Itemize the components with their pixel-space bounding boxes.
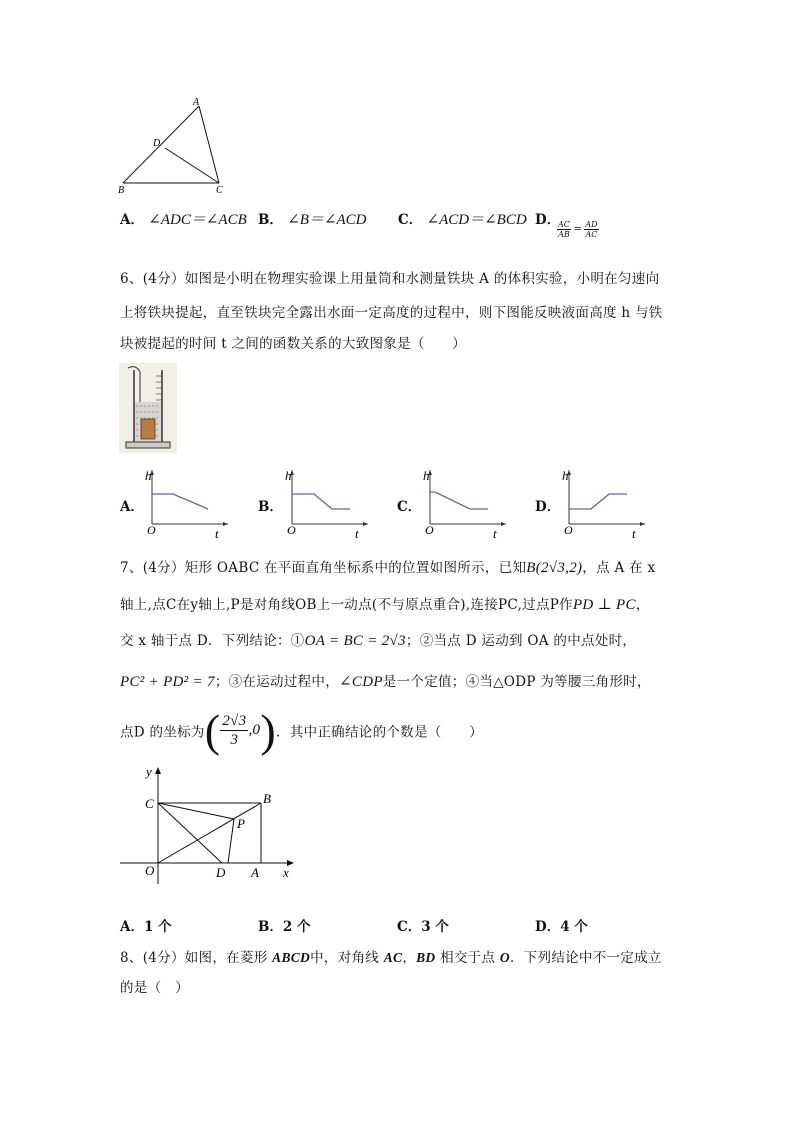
q5-option-c-label: C． bbox=[398, 212, 423, 228]
q8-bd: BD bbox=[416, 950, 436, 965]
q5-option-b-text: ∠B＝∠ACD bbox=[287, 212, 367, 228]
q7-line-5-a: 点D 的坐标为 bbox=[120, 724, 205, 741]
q6-graph-a-t: t bbox=[215, 526, 219, 541]
q6-graph-d-t: t bbox=[632, 526, 636, 541]
q7-label-o: O bbox=[145, 863, 155, 878]
q5-option-c-text: ∠ACD＝∠BCD bbox=[426, 212, 527, 228]
q8-line-2: 的是（ ） bbox=[120, 980, 189, 996]
q5-d-num2: AD bbox=[585, 220, 598, 229]
q7-line-2 bbox=[120, 593, 650, 614]
q7-label-d: D bbox=[216, 865, 226, 880]
q8-line-1-d: 相交于点 bbox=[440, 950, 496, 966]
q6-graph-d-o: O bbox=[564, 523, 573, 537]
q6-graph-c-o: O bbox=[425, 523, 434, 537]
q6-option-d-label: D． bbox=[535, 499, 561, 515]
q5-label-a: A bbox=[193, 97, 200, 108]
q7-line-3 bbox=[120, 629, 636, 650]
q7-option-c[interactable]: C．3 个 bbox=[397, 919, 449, 935]
q7-line-3-math: OA = BC = 2√3 bbox=[304, 633, 406, 649]
q7-line-5-b: ．其中正确结论的个数是（ ） bbox=[275, 724, 483, 741]
q6-graph-d bbox=[557, 462, 647, 542]
q7-line-5-num: 2√3 bbox=[222, 713, 247, 729]
q7-option-d[interactable]: D．4 个 bbox=[535, 919, 588, 935]
q5-d-eq: = bbox=[573, 224, 582, 235]
q7-line-1 bbox=[120, 556, 655, 577]
q5-option-a-text: ∠ADC＝∠ACB bbox=[148, 212, 247, 228]
q7-line-4 bbox=[120, 670, 651, 691]
q7-line-4-math1: PC² + PD² = 7 bbox=[120, 674, 215, 690]
q7-line-4-b: 是一个定值；④当△ODP 为等腰三角形时， bbox=[382, 674, 651, 690]
q7-line-2-b: ， bbox=[635, 597, 650, 613]
q8-line-1-b: 中，对角线 bbox=[310, 950, 380, 966]
q7-line-2-math: PD ⊥ PC bbox=[572, 597, 636, 613]
q5-label-b: B bbox=[118, 185, 125, 196]
q7-option-a[interactable]: A．1 个 bbox=[120, 919, 172, 935]
q6-line-3: 块被提起的时间 t 之间的函数关系的大致图象是（ ） bbox=[120, 336, 467, 352]
q5-d-den2: AC bbox=[585, 230, 598, 239]
q7-line-1-math: B(2√3,2) bbox=[526, 560, 583, 576]
q7-line-1-a: 7、(4分）矩形 OABC 在平面直角坐标系中的位置如图所示，已知 bbox=[120, 560, 527, 576]
q5-triangle-figure bbox=[112, 96, 237, 196]
q8-line-1-e: ．下列结论中不一定成立 bbox=[509, 950, 662, 966]
q5-label-d: D bbox=[153, 138, 161, 149]
q8-abcd: ABCD bbox=[272, 950, 311, 965]
q8-line-1-a: 8、(4分）如图，在菱形 bbox=[120, 950, 268, 966]
q5-d-num1: AC bbox=[558, 220, 570, 229]
q7-label-p: P bbox=[237, 816, 245, 831]
q6-measuring-cylinder-figure bbox=[118, 362, 178, 454]
q7-line-4-a: ；③在运动过程中， bbox=[214, 674, 340, 690]
q6-line-1: 6、(4分）如图是小明在物理实验课上用量筒和水测量铁块 A 的体积实验，小明在匀速向 bbox=[120, 271, 660, 287]
q7-label-a: A bbox=[251, 865, 259, 880]
q5-option-a-label: A． bbox=[120, 212, 144, 228]
q7-line-5-zero: ,0 bbox=[248, 722, 261, 738]
q7-line-2-a: 轴上,点C在y轴上,P是对角线OB上一动点(不与原点重合),连接PC,过点P作 bbox=[120, 597, 573, 613]
q7-line-5-den: 3 bbox=[230, 732, 239, 748]
q6-option-a-label: A． bbox=[120, 499, 144, 515]
q7-label-y: y bbox=[146, 764, 152, 779]
q5-option-d-formula bbox=[557, 220, 599, 239]
q6-graph-c bbox=[418, 462, 508, 542]
q5-option-b[interactable] bbox=[258, 208, 367, 229]
q7-line-4-math2: ∠CDP bbox=[339, 674, 383, 690]
q6-graph-a-h: h bbox=[145, 468, 152, 483]
q7-line-3-a: 交 x 轴于点 D．下列结论：① bbox=[120, 633, 305, 649]
q7-line-1-b: ，点 A 在 x bbox=[582, 560, 656, 576]
q6-option-c-label: C． bbox=[397, 499, 422, 515]
q8-ac: AC bbox=[383, 950, 403, 965]
q8-o: O bbox=[499, 950, 510, 965]
q8-line-1-c: ， bbox=[402, 950, 417, 966]
q7-option-b[interactable]: B．2 个 bbox=[258, 919, 311, 935]
q6-graph-c-t: t bbox=[493, 526, 497, 541]
q7-line-3-b: ；②当点 D 运动到 OA 的中点处时， bbox=[405, 633, 637, 649]
q6-graph-a-o: O bbox=[147, 523, 156, 537]
q6-graph-a bbox=[140, 462, 230, 542]
q6-option-b-label: B． bbox=[258, 499, 283, 515]
q7-line-5: 点D 的坐标为( $\frac{2√3}{3}$ ,0)．其中正确结论的个数是（ ） bbox=[120, 705, 483, 756]
q6-graph-b-o: O bbox=[287, 523, 296, 537]
q6-line-2: 上将铁块提起，直至铁块完全露出水面一定高度的过程中，则下图能反映液面高度 h 与铁 bbox=[120, 305, 663, 321]
q7-label-c: C bbox=[145, 796, 154, 811]
q6-graph-b-h: h bbox=[285, 468, 292, 483]
q6-graph-b bbox=[280, 462, 370, 542]
q8-line-1 bbox=[120, 946, 662, 966]
q5-option-a[interactable] bbox=[120, 208, 247, 229]
q7-label-x: x bbox=[283, 865, 289, 880]
q5-option-d-label: D． bbox=[535, 212, 561, 228]
q5-label-c: C bbox=[216, 185, 223, 196]
q7-label-b: B bbox=[263, 791, 271, 806]
q5-d-den1: AB bbox=[558, 230, 570, 239]
q6-graph-b-t: t bbox=[355, 526, 359, 541]
q6-graph-c-h: h bbox=[423, 468, 430, 483]
q5-option-c[interactable] bbox=[398, 208, 527, 229]
q7-rectangle-figure bbox=[116, 762, 301, 887]
q5-option-b-label: B． bbox=[258, 212, 283, 228]
q6-graph-d-h: h bbox=[562, 468, 569, 483]
